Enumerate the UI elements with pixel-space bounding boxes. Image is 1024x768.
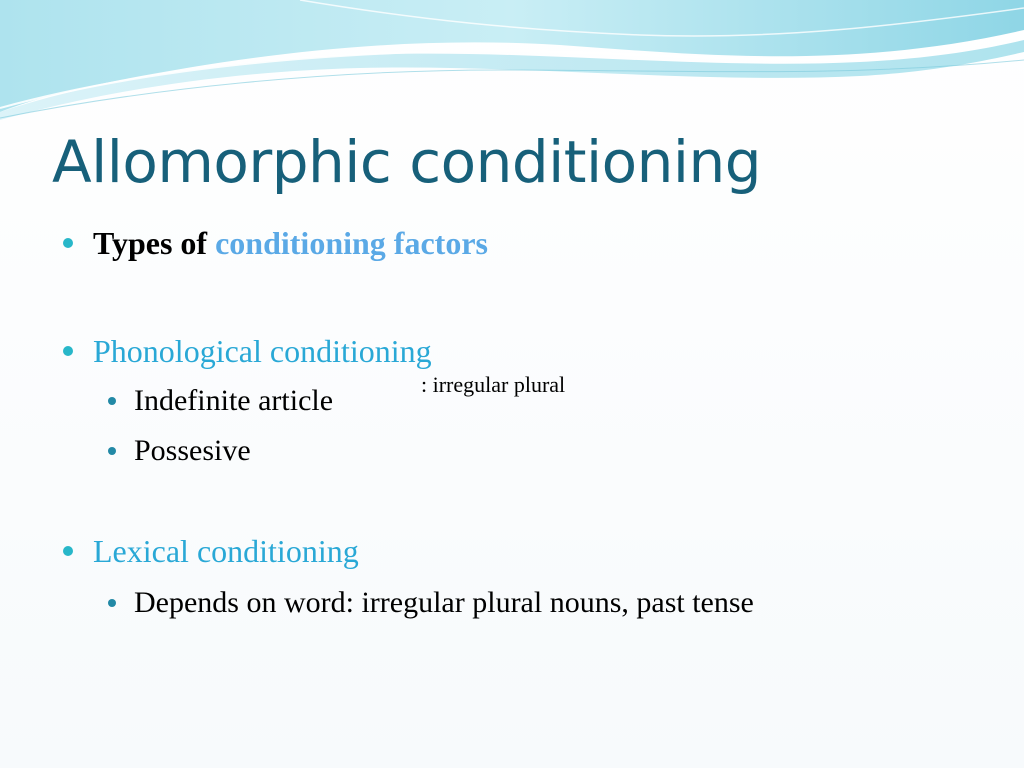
header-wave-decoration bbox=[0, 0, 1024, 120]
sub-bullet-dot bbox=[108, 599, 116, 607]
bullet-dot bbox=[63, 346, 73, 356]
sub-bullet-dot bbox=[108, 397, 116, 405]
types-prefix: Types of bbox=[93, 225, 208, 261]
list-item: Indefinite article bbox=[134, 384, 334, 417]
types-highlight: conditioning factors bbox=[215, 225, 488, 261]
annotation-text: : irregular plural bbox=[421, 372, 566, 397]
list-item: Depends on word: irregular plural nouns, past tense bbox=[134, 586, 754, 619]
bullet-dot bbox=[63, 238, 73, 248]
bullet-dot bbox=[63, 546, 73, 556]
sub-bullet-dot bbox=[108, 447, 116, 455]
lexical-heading: Lexical conditioning bbox=[93, 533, 359, 569]
slide-title: Allomorphic conditioning bbox=[52, 128, 762, 196]
bullet-types bbox=[93, 225, 488, 262]
list-item: Possesive bbox=[134, 434, 251, 467]
phonological-heading: Phonological conditioning bbox=[93, 333, 432, 369]
